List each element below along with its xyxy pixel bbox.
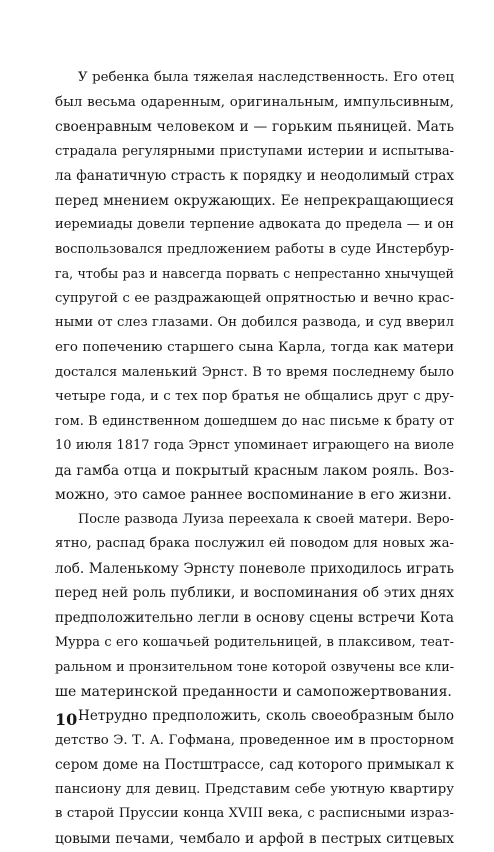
text-line: предположительно легли в основу сцены встречи Кота xyxy=(55,610,454,627)
text-line: перед мнением окружающих. Ее непрекращающиеся xyxy=(55,192,454,209)
text-line: можно, это самое раннее воспоминание в его жизни. xyxy=(55,487,452,504)
text-line: ральном и пронзительном тоне которой озвучены все кли- xyxy=(55,659,454,675)
text-line: достался маленький Эрнст. В то время последнему было xyxy=(55,364,454,380)
text-line: пансиону для девиц. Представим себе уютную квартиру xyxy=(55,781,454,797)
text-line: супругой с ее раздражающей опрятностью и вечно крас- xyxy=(55,290,454,306)
text-line: ятно, распад брака послужил ей поводом для новых жа- xyxy=(55,536,454,552)
text-line: детство Э. Т. А. Гофмана, проведенное им в просторном xyxy=(55,732,454,748)
text-line: перед ней роль публики, и воспоминания об этих днях xyxy=(55,585,454,602)
text-line: был весьма одаренным, оригинальным, импульсивным, xyxy=(55,94,454,110)
text-line: У ребенка была тяжелая наследственность. Его отец xyxy=(78,70,454,85)
text-line: сером доме на Постштрассе, сад которого примыкал к xyxy=(55,757,454,774)
text-line: в старой Пруссии конца XVIII века, с расписными израз- xyxy=(55,806,454,822)
text-line: иеремиады довели терпение адвоката до предела — и он xyxy=(55,217,454,233)
text-line: четыре года, и с тех пор братья не общались друг с дру- xyxy=(55,389,454,405)
text-line: ла фанатичную страсть к порядку и неодолимый страх xyxy=(55,168,454,185)
text-line: 10 июля 1817 года Эрнст упоминает играющего на виоле xyxy=(55,438,454,454)
page-number: 10 xyxy=(55,710,78,729)
text-line: Нетрудно предположить, сколь своеобразным было xyxy=(78,708,454,725)
text-line: своенравным человеком и — горьким пьяницей. Мать xyxy=(55,119,454,136)
text-line: га, чтобы раз и навсегда порвать с непрестанно хнычущей xyxy=(55,266,454,282)
paragraph-1 xyxy=(55,66,454,508)
text-line: да гамба отца и покрытый красным лаком рояль. Воз- xyxy=(55,462,454,479)
text-line: ше материнской преданности и самопожертвования. xyxy=(55,683,452,700)
text-line: воспользовался предложением работы в суде Инстербур- xyxy=(55,241,454,257)
text-line: лоб. Маленькому Эрнсту поневоле приходилось играть xyxy=(55,560,454,577)
body-text xyxy=(55,66,454,852)
text-line: гом. В единственном дошедшем до нас письме к брату от xyxy=(55,413,454,429)
text-line: Мурра с его кошачьей родительницей, в плаксивом, теат- xyxy=(55,634,454,650)
paragraph-2 xyxy=(55,508,454,704)
text-line: страдала регулярными приступами истерии и испытыва- xyxy=(55,143,454,159)
text-line: ными от слез глазами. Он добился развода, и суд вверил xyxy=(55,315,454,331)
text-line: его попечению старшего сына Карла, тогда как матери xyxy=(55,340,454,356)
text-line: После развода Луиза переехала к своей матери. Веро- xyxy=(78,511,454,527)
text-line: цовыми печами, чембало и арфой в пестрых ситцевых xyxy=(55,830,454,847)
paragraph-3 xyxy=(55,704,454,851)
